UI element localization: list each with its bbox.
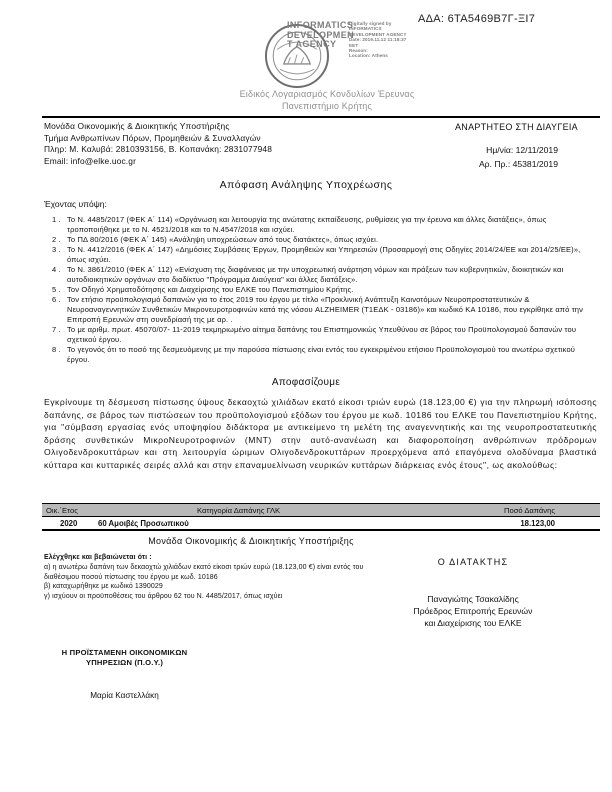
document-date: Ημ/νία: 12/11/2019 [486, 145, 558, 155]
unit-heading: Μονάδα Οικονομικής & Διοικητικής Υποστήριξης [148, 536, 354, 546]
list-item-number: 3 . [52, 245, 61, 254]
legal-basis-list [52, 215, 594, 365]
organization-name [218, 88, 436, 112]
header-divider [42, 116, 600, 118]
organization-line-2: Πανεπιστήμιο Κρήτης [281, 101, 373, 111]
contact-email: Email: info@elke.uoc.gr [44, 155, 137, 166]
verification-block [44, 553, 391, 602]
list-item-text: Τον Οδηγό Χρηματοδότησης και Διαχείρισης του ΕΛΚΕ του Πανεπιστημίου Κρήτης. [67, 285, 354, 294]
signature-detail-line: INFORMATICS [349, 26, 382, 32]
finance-head-title [42, 648, 207, 667]
list-item-number: 5 . [52, 285, 61, 294]
signature-detail-line: DEVELOPMENT AGENCY [349, 31, 407, 37]
decision-paragraph: Εγκρίνουμε τη δέσμευση πίστωσης ύψους δεκαοχτώ χιλιάδων εκατό είκοσι τριών ευρώ (18.123,00 €) για την πληρωμή ισόποσης δαπάνης, σε βάρος των πιστώσεων του προϋπολογισμού εξόδων του έργου με κωδ. 10186 του ΕΛΚΕ του Πανεπιστημίου Κρήτης, για "σύμβαση εργασίας ενός υποψηφίου διδάκτορα με αντικείμενο τη μελέτη της αναγεννητικής και της νευροπροστατευτικής δράσης συνθετικών ΜικροΝευροτροφινών (MNT) στην αυτό-ανανέωση και διαφοροποίηση ανθρώπινων πρόδρομων Ολιγοδενδροκυττάρων και στη λειτουργία ώριμων Ολιγοδενδροκυττάρων προερχόμενα από επαγόμενα ολοδύναμα βλαστικά κύτταρα και κυτταρικές σειρές αλλά και στην επαναμυελίνωση νευρικών κυττάρων διάρκειας ενός έτους", ως ακολούθως: [44, 397, 598, 470]
stamp-agency-line: INFORMATICS [287, 20, 354, 30]
meta-block [455, 121, 578, 171]
list-item-number: 2 . [52, 235, 61, 244]
list-item-text: Το Ν. 4412/2016 (ΦΕΚ Α΄ 147) «Δημόσιες Συμβάσεις Έργων, Προμηθειών και Υπηρεσιών (Προσαρμογή στις Οδηγίες 2014/24/ΕΕ και 2014/25/ΕΕ)», όπως ισχύει. [67, 245, 581, 264]
list-item-text: Το Ν. 3861/2010 (ΦΕΚ Α΄ 112) «Ενίσχυση της διαφάνειας με την υποχρεωτική ανάρτηση νόμων και πράξεων των κυβερνητικών, διοικητικών και αυτοδιοικητικών οργάνων στο διαδίκτυο "Πρόγραμμα Διαύγεια" και άλλες διατάξεις». [67, 265, 564, 284]
document-title: Απόφαση Ανάληψης Υποχρέωσης [219, 179, 393, 191]
list-item [52, 265, 594, 285]
verification-point-c: γ) ισχύουν οι προϋποθέσεις του άρθρου 62 του Ν. 4485/2017, όπως ισχύει [44, 593, 283, 601]
list-item-text: Το ΠΔ 80/2016 (ΦΕΚ Α΄ 145) «Ανάληψη υποχρεώσεων από τους διατάκτες», όπως ισχύει. [67, 235, 379, 244]
digital-signature-stamp [287, 21, 354, 50]
finance-head-name: Μαρία Καστελλάκη [90, 691, 159, 700]
list-item [52, 345, 594, 365]
finance-head-title-line-1: Η ΠΡΟΪΣΤΑΜΕΝΗ ΟΙΚΟΝΟΜΙΚΩΝ [61, 648, 188, 657]
publish-status: ΑΝΑΡΤΗΤΕΟ ΣΤΗ ΔΙΑΥΓΕΙΑ [455, 122, 578, 132]
list-item-number: 1 . [52, 215, 61, 224]
verification-point-a: α) η ανωτέρω δαπάνη των δεκαοχτώ χιλιάδων εκατό είκοσι τριών ευρώ (18.123,00 €) είναι εντός του διαθέσιμου ποσού πίστωσης του έργου με κωδ. 10186 [44, 563, 364, 581]
organization-line-1: Ειδικός Λογαριασμός Κονδυλίων Έρευνας [239, 89, 415, 99]
signature-detail-line: EET [349, 42, 359, 48]
list-item [52, 325, 594, 345]
protocol-number: Αρ. Πρ.: 45381/2019 [478, 159, 558, 169]
ordering-officer-signature [373, 557, 573, 629]
list-item-number: 6 . [52, 295, 61, 304]
verification-intro: Ελέγχθηκε και βεβαιώνεται ότι : [44, 554, 152, 561]
ordering-officer-title: Ο ΔΙΑΤΑΚΤΗΣ [437, 557, 509, 567]
stamp-agency-line: T AGENCY [287, 39, 337, 49]
ordering-officer-name: Παναγιώτης Τσακαλίδης [427, 594, 519, 604]
list-item [52, 215, 594, 235]
contact-department: Τμήμα Ανθρωπίνων Πόρων, Προμηθειών & Συναλλαγών [44, 132, 261, 143]
verification-point-b: β) καταχωρήθηκε με κωδικό 1390029 [44, 583, 163, 591]
contact-phones: Πληρ: Μ. Καλυβά: 2810393156, Β. Κοπανάκη: 2831077948 [44, 144, 273, 154]
digital-signature-details [349, 21, 409, 59]
signature-detail-line: Date: 2019.11.12 11:18:37 [349, 37, 407, 43]
stamp-agency-line: DEVELOPMEN [287, 29, 355, 40]
signature-detail-line: Reason: [349, 48, 368, 54]
list-item [52, 235, 594, 245]
list-item-text: Το γεγονός ότι το ποσό της δεσμευόμενης με την παρούσα πίστωσης είναι εντός του εγκεκριμένου ετήσιου Προϋπολογισμού του ανωτέρω σχετικού έργου. [67, 345, 576, 364]
list-item-number: 8 . [52, 345, 61, 354]
list-item [52, 295, 594, 325]
ordering-officer-role-2: και Διαχείρισης του ΕΛΚΕ [424, 618, 522, 628]
list-item-text: Το Ν. 4485/2017 (ΦΕΚ Α΄ 114) «Οργάνωση και λειτουργία της ανώτατης εκπαίδευσης, ρυθμίσεις για την έρευνα και άλλες διατάξεις», όπως τροποποιήθηκε με το Ν. 4521/2018 και το Ν.4547/2018 και ισχύει. [67, 215, 547, 234]
cell-expense-category: 60 Αμοιβές Προσωπικού [98, 519, 189, 528]
list-item-number: 4 . [52, 265, 61, 274]
list-item-text: Το με αριθμ. πρωτ. 45070/07- 11-2019 τεκμηριωμένο αίτημα δαπάνης του Επιστημονικώς Υπευθύνου σε βάρος του Προϋπολογισμού δαπανών του σχετικού έργου. [67, 325, 577, 344]
decision-heading: Αποφασίζουμε [271, 377, 341, 388]
list-item [52, 285, 594, 295]
table-row [42, 517, 600, 531]
cell-fiscal-year: 2020 [60, 519, 78, 528]
signature-detail-line: Location: Athens [349, 53, 388, 59]
signature-detail-line: Digitally signed by [349, 21, 392, 26]
having-regard-label: Έχοντας υπόψη: [44, 199, 107, 209]
list-item-text: Τον ετήσιο προϋπολογισμό δαπανών για το έτος 2019 του έργου με τίτλο «Προκλινική Ανάπτυξη Καινοτόμων Νευροπροστατευτικών & Νευροαναγεννητικών Συνθετικών Μικρονευροτροφινών κατά της νόσου ALZHEIMER (Τ1ΕΔΚ - 03186)» και κωδικό ΚΑ 10186, που εγκρίθηκε από την Επιτροπή Ερευνών στη συνεδρίασή της με αρ. . [67, 295, 584, 324]
ordering-officer-role-1: Πρόεδρος Επιτροπής Ερευνών [413, 606, 533, 616]
column-header-fiscal-year: Οικ.΄Ετος [46, 506, 78, 515]
cell-amount: 18.123,00 [520, 519, 555, 528]
expense-table-header [42, 503, 600, 517]
finance-head-title-line-2: ΥΠΗΡΕΣΙΩΝ (Π.Ο.Υ.) [85, 657, 164, 667]
list-item-number: 7 . [52, 325, 61, 334]
contact-block [44, 121, 272, 167]
column-header-expense-category: Κατηγορία Δαπάνης ΓΛΚ [197, 506, 281, 515]
ada-code: ΑΔΑ: 6ΤΑ5469Β7Γ-ΞΙ7 [418, 13, 536, 25]
column-header-amount: Ποσό Δαπάνης [504, 506, 555, 515]
list-item [52, 245, 594, 265]
contact-unit: Μονάδα Οικονομικής & Διοικητικής Υποστήριξης [44, 121, 230, 131]
